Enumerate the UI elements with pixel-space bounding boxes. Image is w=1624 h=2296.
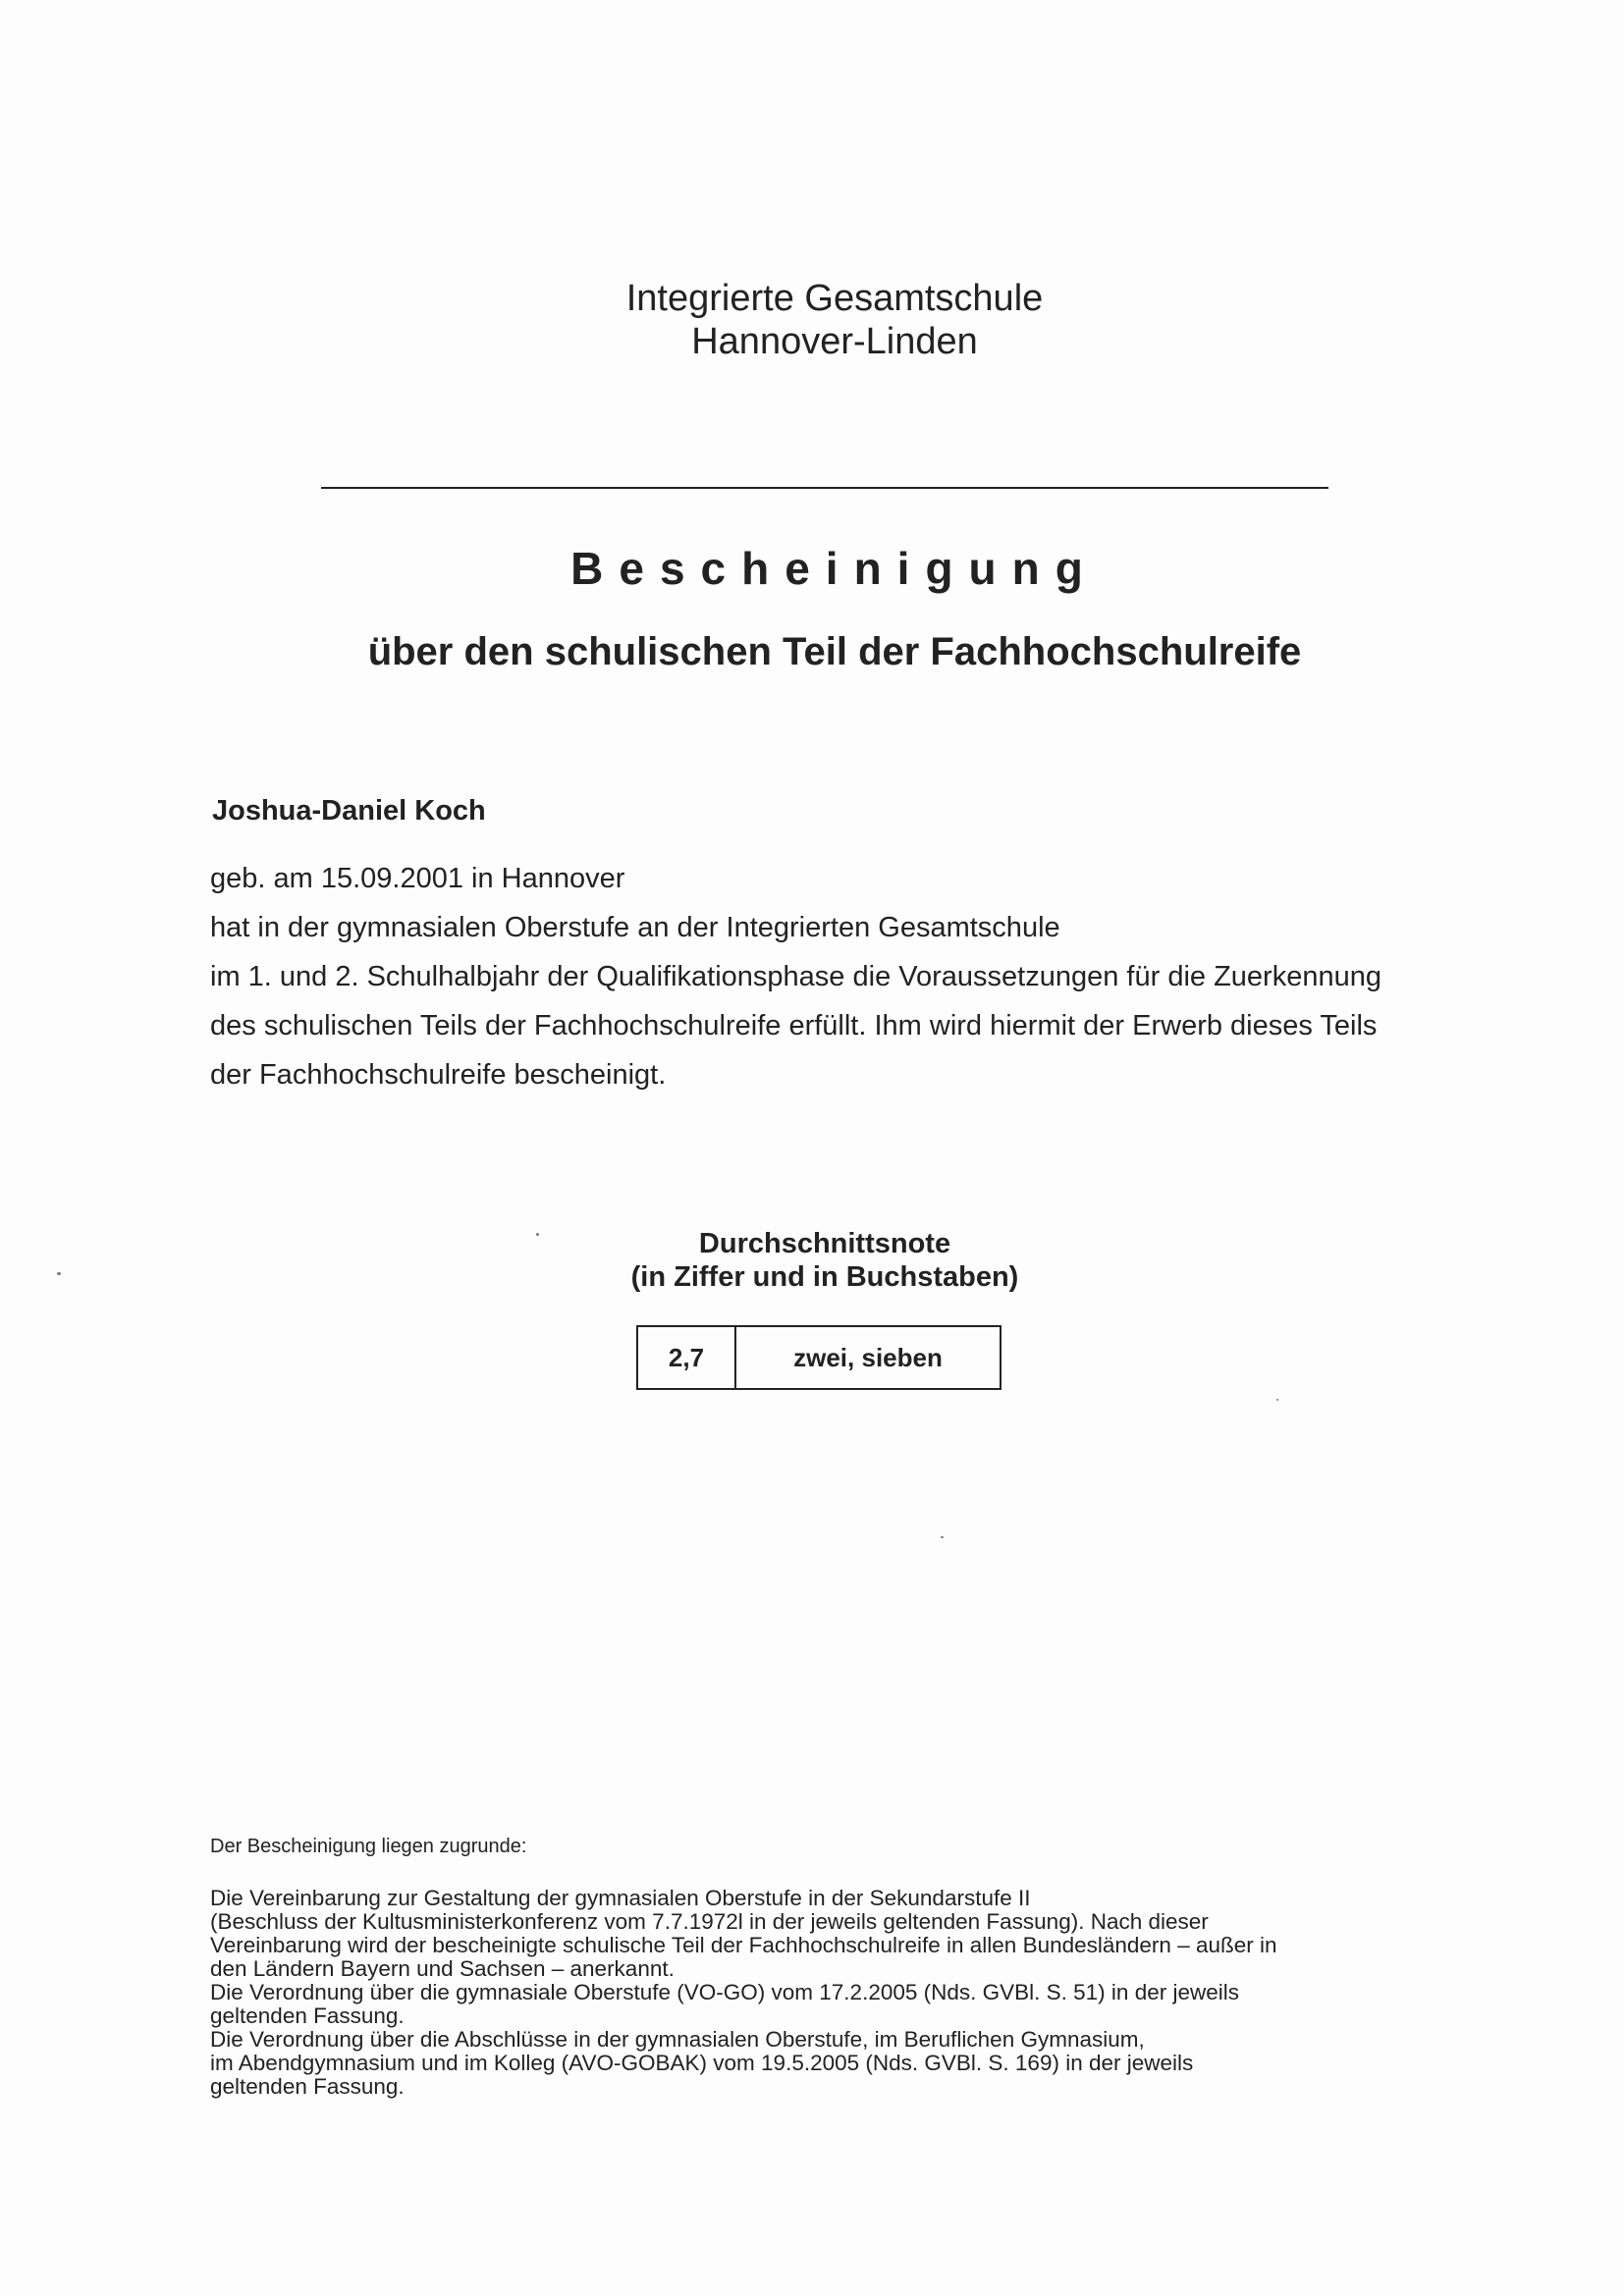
body-line: des schulischen Teils der Fachhochschulreife erfüllt. Ihm wird hiermit der Erwerb dieses Teils	[210, 1010, 1378, 1041]
certificate-body	[210, 854, 1487, 1099]
scan-speck	[1276, 1399, 1278, 1401]
legal-basis-line: den Ländern Bayern und Sachsen – anerkannt.	[210, 1956, 675, 1981]
legal-basis-line: im Abendgymnasium und im Kolleg (AVO-GOBAK) vom 19.5.2005 (Nds. GVBl. S. 169) in der jeweils	[210, 2051, 1194, 2075]
document-subtitle: über den schulischen Teil der Fachhochschulreife	[367, 630, 1302, 673]
legal-basis-line: geltenden Fassung.	[210, 2003, 405, 2028]
school-name-line2: Hannover-Linden	[691, 321, 978, 362]
scan-speck	[57, 1272, 61, 1275]
scan-speck	[536, 1233, 539, 1236]
student-name: Joshua-Daniel Koch	[212, 795, 486, 827]
legal-basis-line: geltenden Fassung.	[210, 2074, 405, 2099]
legal-basis-line: Die Vereinbarung zur Gestaltung der gymnasialen Oberstufe in der Sekundarstufe II	[210, 1886, 1031, 1910]
document-title: Bescheinigung	[570, 543, 1099, 594]
school-name-line1: Integrierte Gesamtschule	[625, 278, 1044, 319]
grade-heading-line2: (in Ziffer und in Buchstaben)	[630, 1261, 1019, 1293]
grade-box	[636, 1325, 1001, 1390]
legal-basis-text	[210, 1887, 1437, 2099]
scan-speck	[941, 1536, 944, 1538]
legal-basis-line: Vereinbarung wird der bescheinigte schulische Teil der Fachhochschulreife in allen Bundesländern – außer in	[210, 1933, 1277, 1957]
header-divider	[321, 487, 1328, 489]
legal-basis-line: (Beschluss der Kultusministerkonferenz vom 7.7.1972l in der jeweils geltenden Fassung). Nach dieser	[210, 1909, 1209, 1934]
body-line: geb. am 15.09.2001 in Hannover	[210, 863, 625, 894]
body-line: der Fachhochschulreife bescheinigt.	[210, 1059, 667, 1091]
legal-basis-line: Die Verordnung über die Abschlüsse in der gymnasialen Oberstufe, im Beruflichen Gymnasium,	[210, 2027, 1145, 2052]
body-line: im 1. und 2. Schulhalbjahr der Qualifikationsphase die Voraussetzungen für die Zuerkennung	[210, 961, 1381, 992]
grade-number: 2,7	[638, 1327, 736, 1388]
legal-basis-line: Die Verordnung über die gymnasiale Oberstufe (VO-GO) vom 17.2.2005 (Nds. GVBl. S. 51) in der jeweils	[210, 1980, 1239, 2004]
legal-basis-heading: Der Bescheinigung liegen zugrunde:	[210, 1836, 527, 1857]
body-line: hat in der gymnasialen Oberstufe an der Integrierten Gesamtschule	[210, 912, 1060, 943]
grade-heading	[550, 1227, 1100, 1294]
grade-words: zwei, sieben	[793, 1342, 943, 1372]
school-header	[0, 277, 1624, 363]
grade-heading-line1: Durchschnittsnote	[698, 1228, 951, 1259]
